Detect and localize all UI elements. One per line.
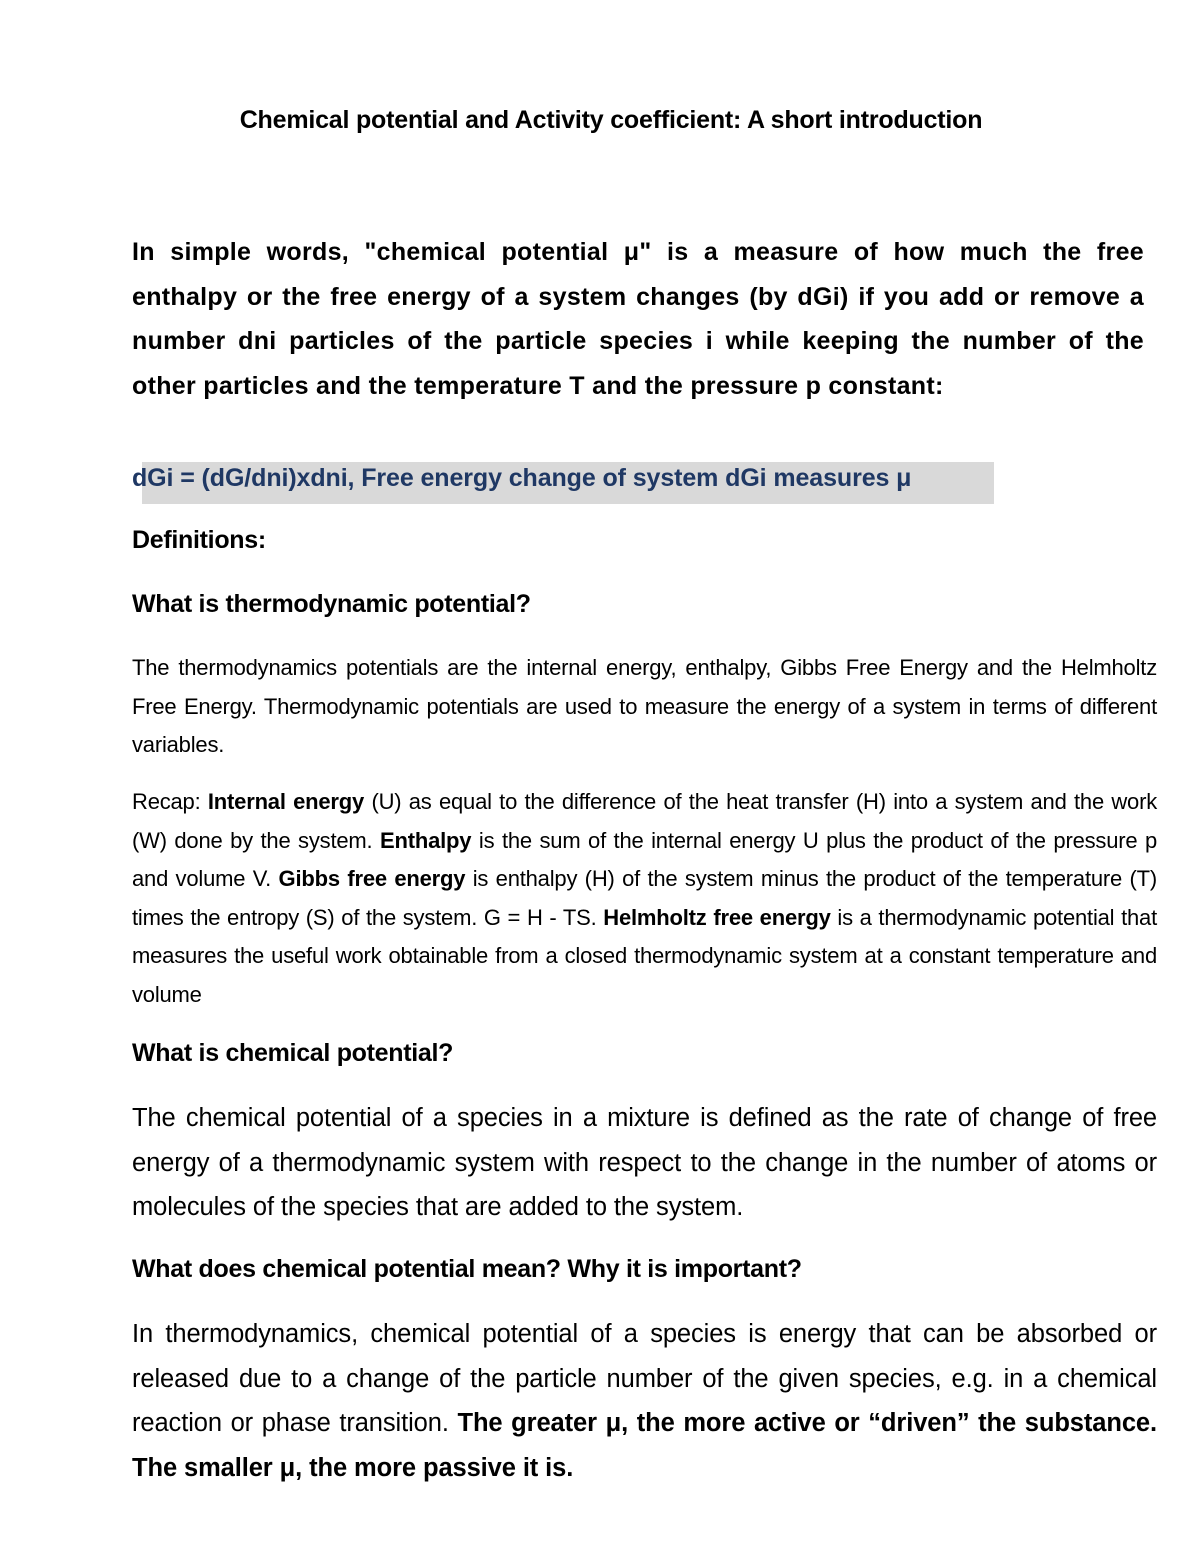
formula-text: dGi = (dG/dni)xdni, Free energy change of system dGi measures μ [132, 464, 912, 492]
document-title: Chemical potential and Activity coefficient: A short introduction [239, 106, 983, 134]
internal-energy-text: (U) as equal to the difference of the heat transfer (H) into a system and the work (W) done by the system. [132, 789, 1158, 853]
chemical-potential-meaning-paragraph [132, 1312, 1157, 1490]
formula-block [132, 462, 996, 504]
thermodynamic-potential-paragraph: The thermodynamics potentials are the internal energy, enthalpy, Gibbs Free Energy and the Helmholtz Free Energy. Thermodynamic potentials are used to measure the energy of a system in terms of different variables. [132, 655, 1157, 757]
meaning-text: In thermodynamics, chemical potential of a species is energy that can be absorbed or released due to a change of the particle number of the given species, e.g. in a chemical reaction or phase transition. [132, 1320, 1157, 1437]
thermodynamic-potential-heading: What is thermodynamic potential? [132, 590, 531, 618]
meaning-bold-text: The greater μ, the more active or “driven” the substance. The smaller μ, the more passive it is. [132, 1409, 1157, 1482]
enthalpy-text: is the sum of the internal energy U plus the product of the pressure p and volume V. [132, 827, 1157, 891]
chemical-potential-meaning-heading: What does chemical potential mean? Why it is important? [132, 1255, 802, 1283]
chemical-potential-heading: What is chemical potential? [132, 1039, 454, 1067]
internal-energy-term: Internal energy [207, 789, 365, 814]
enthalpy-term: Enthalpy [380, 827, 472, 853]
recap-prefix: Recap: [132, 789, 208, 814]
recap-paragraph [132, 783, 1157, 1014]
chemical-potential-paragraph: The chemical potential of a species in a mixture is defined as the rate of change of free energy of a thermodynamic system with respect to the change in the number of atoms or molecules of the species that are added to the system. [132, 1104, 1157, 1221]
gibbs-free-energy-text: is enthalpy (H) of the system minus the product of the temperature (T) times the entropy (S) of the system. G = H - TS. [132, 866, 1157, 930]
definitions-heading: Definitions: [132, 526, 266, 554]
gibbs-free-energy-term: Gibbs free energy [278, 866, 466, 891]
intro-paragraph: In simple words, "chemical potential μ" is a measure of how much the free enthalpy or the free energy of a system changes (by dGi) if you add or remove a number dni particles of the particle species i while keeping the number of the other particles and the temperature T and the pressure p constant: [132, 238, 1144, 400]
helmholtz-free-energy-term: Helmholtz free energy [603, 904, 831, 930]
helmholtz-free-energy-text: is a thermodynamic potential that measures the useful work obtainable from a closed thermodynamic system at a constant temperature and volume [132, 904, 1158, 1007]
